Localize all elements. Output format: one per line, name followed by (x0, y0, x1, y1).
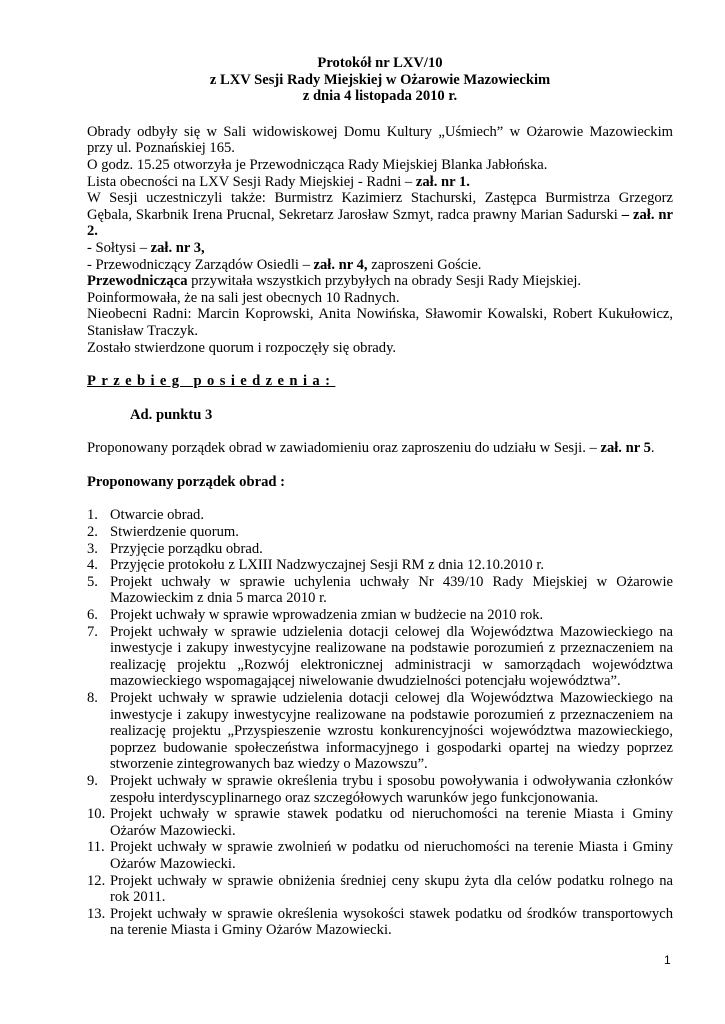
attachment-ref-2: – zał. nr 2. (87, 206, 673, 240)
list-item-number: 6. (87, 607, 98, 624)
intro-attendance (87, 174, 673, 191)
soltysi-text: - Sołtysi – (87, 239, 151, 256)
list-item (87, 624, 673, 690)
list-item-text: Projekt uchwały w sprawie stawek podatku od nieruchomości na terenie Miasta i Gminy Ożarów Mazowiecki. (110, 806, 673, 839)
list-item-text: Stwierdzenie quorum. (110, 524, 239, 541)
agenda-list (87, 507, 673, 938)
list-item-text: Otwarcie obrad. (110, 507, 205, 524)
list-item (87, 574, 673, 607)
intro-quorum: Zostało stwierdzone quorum i rozpoczęły się obrady. (87, 339, 397, 356)
agenda-heading: Proponowany porządek obrad : (87, 473, 285, 490)
intro-venue: Obrady odbyły się w Sali widowiskowej Domu Kultury „Uśmiech” w Ożarowie Mazowieckim przy ul. Poznańskiej 165. (87, 123, 673, 157)
list-item-text: Projekt uchwały w sprawie udzielenia dotacji celowej dla Województwa Mazowieckiego na inwestycje i zakupy inwestycyjne realizowane na podstawie porozumień z przeznaczeniem na realizację projektu „Rozwój elektronicznej administracji w samorządach województwa mazowieckiego wspomagającej niwelowanie dwudzielności potencjału województwa”. (110, 623, 673, 690)
list-item (87, 690, 673, 773)
document-body (87, 55, 673, 939)
list-item (87, 557, 673, 574)
list-item (87, 806, 673, 839)
list-item (87, 873, 673, 906)
intro-participants (87, 190, 673, 240)
participants-text: W Sesji uczestniczyli także: Burmistrz Kazimierz Stachurski, Zastępca Burmistrza Grzegorz Gębala, Skarbnik Irena Prucnal, Sekretarz Jarosław Szmyt, radca prawny Marian Sadurski (87, 190, 673, 223)
list-item-text: Projekt uchwały w sprawie zwolnień w podatku od nieruchomości na terenie Miasta i Gminy Ożarów Mazowiecki. (110, 839, 673, 872)
list-item-number: 8. (87, 690, 98, 706)
title-line-3: z dnia 4 listopada 2010 r. (302, 88, 458, 105)
list-item-text: Projekt uchwały w sprawie uchylenia uchwały Nr 439/10 Rady Miejskiej w Ożarowie Mazowieckim z dnia 5 marca 2010 r. (110, 573, 673, 607)
intro-soltysi (87, 240, 673, 257)
list-item-number: 12. (87, 872, 106, 889)
welcome-subject: Przewodnicząca (87, 273, 188, 290)
proposal-text: Proponowany porządek obrad w zawiadomieniu oraz zaproszeniu do udziału w Sesji. – (87, 440, 601, 457)
attachment-ref-1: zał. nr 1. (415, 173, 470, 190)
list-item (87, 541, 673, 558)
list-item (87, 839, 673, 872)
intro-welcome (87, 273, 673, 290)
welcome-text: przywitała wszystkich przybyłych na obrady Sesji Rady Miejskiej. (187, 273, 582, 290)
list-item-text: Projekt uchwały w sprawie obniżenia średniej ceny skupu żyta dla celów podatku rolnego na rok 2011. (110, 872, 673, 906)
section-heading: Przebieg posiedzenia: (87, 373, 336, 390)
osiedla-text: - Przewodniczący Zarządów Osiedli – (87, 256, 314, 273)
list-item-text: Przyjęcie porządku obrad. (110, 540, 263, 557)
list-item-text: Przyjęcie protokołu z LXIII Nadzwyczajnej Sesji RM z dnia 12.10.2010 r. (110, 557, 545, 574)
list-item-text: Projekt uchwały w sprawie określenia wysokości stawek podatku od środków transportowych na terenie Miasta i Gminy Ożarów Mazowiecki. (110, 905, 673, 939)
list-item (87, 607, 673, 624)
osiedla-tail: zaproszeni Goście. (367, 256, 482, 273)
proposal-paragraph (87, 440, 673, 457)
ad-punktu-heading: Ad. punktu 3 (130, 406, 213, 423)
list-item-text: Projekt uchwały w sprawie określenia trybu i sposobu powoływania i odwoływania członków zespołu interdyscyplinarnego oraz szczegółowych warunków jego funkcjonowania. (110, 772, 673, 806)
list-item-number: 1. (87, 507, 98, 524)
intro-opening: O godz. 15.25 otworzyła je Przewodnicząca Rady Miejskiej Blanka Jabłońska. (87, 156, 548, 173)
intro-present-count: Poinformowała, że na sali jest obecnych 10 Radnych. (87, 289, 400, 306)
list-item-text: Projekt uchwały w sprawie wprowadzenia zmian w budżecie na 2010 rok. (110, 607, 544, 624)
title-line-1: Protokół nr LXV/10 (317, 55, 443, 71)
list-item-number: 7. (87, 623, 98, 640)
list-item-number: 10. (87, 806, 106, 823)
list-item-text: Projekt uchwały w sprawie udzielenia dotacji celowej dla Województwa Mazowieckiego na inwestycje i zakupy inwestycyjne realizowane na podstawie porozumień z przeznaczeniem na realizację projektu „Przyspieszenie wzrostu konkurencyjności województwa mazowieckiego, poprzez budowanie społeczeństwa informacyjnego i gospodarki opartej na wiedzy poprzez stworzenie zintegrowanych baz wiedzy o Mazowszu”. (110, 690, 673, 773)
list-item (87, 507, 673, 524)
list-item-number: 11. (87, 839, 105, 856)
proposal-tail: . (650, 440, 655, 457)
list-item-number: 3. (87, 540, 98, 557)
list-item (87, 524, 673, 541)
attachment-ref-4: zał. nr 4, (313, 256, 368, 273)
list-item (87, 906, 673, 939)
document-title (87, 55, 673, 105)
attachment-ref-3: zał. nr 3, (150, 239, 205, 256)
intro-absent: Nieobecni Radni: Marcin Koprowski, Anita Nowińska, Sławomir Kowalski, Robert Kukułowicz, Stanisław Traczyk. (87, 306, 673, 339)
page-number: 1 (664, 953, 671, 967)
intro-osiedla (87, 257, 673, 274)
list-item-number: 13. (87, 905, 106, 922)
list-item-number: 4. (87, 557, 98, 574)
title-line-2: z LXV Sesji Rady Miejskiej w Ożarowie Mazowieckim (209, 71, 551, 88)
attachment-ref-5: zał. nr 5 (600, 440, 651, 457)
attendance-text: Lista obecności na LXV Sesji Rady Miejskiej - Radni – (87, 173, 416, 190)
list-item (87, 773, 673, 806)
list-item-number: 2. (87, 524, 98, 541)
list-item-number: 9. (87, 772, 98, 789)
list-item-number: 5. (87, 573, 98, 590)
